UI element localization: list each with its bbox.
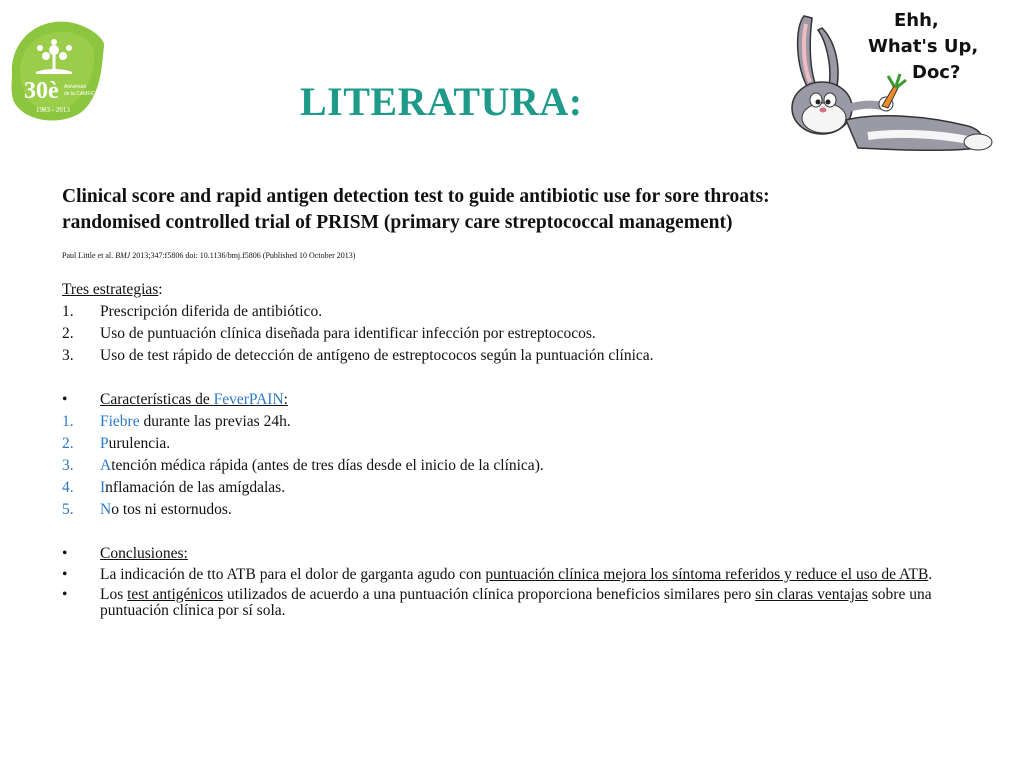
bullet: • (62, 586, 68, 603)
logo-number: 30è (24, 78, 59, 104)
item-text: o tos ni estornudos. (111, 501, 232, 518)
strategies-heading-colon: : (158, 281, 163, 298)
item-number: 2. (62, 325, 74, 342)
article-title-line-1: Clinical score and rapid antigen detection test to guide antibiotic use for sore throats: (62, 186, 770, 207)
conclusion-text-part: Los (100, 586, 128, 603)
article-title (62, 184, 882, 236)
item-text: urulencia. (108, 435, 171, 452)
item-number: 2. (62, 435, 74, 452)
item-text: Prescripción diferida de antibiótico. (100, 303, 323, 320)
feverpain-heading-text (100, 389, 288, 411)
bullet: • (62, 391, 68, 408)
item-text: Uso de test rápido de detección de antígeno de estreptococos según la puntuación clínica. (100, 347, 654, 364)
item-number: 1. (62, 303, 74, 320)
page-title: LITERATURA: (300, 79, 583, 124)
conclusion-text-part: . (281, 602, 286, 619)
citation-authors: Paul Little et al. (62, 251, 114, 260)
item-highlight: N (100, 501, 112, 518)
conclusion-underlined: puntuación clínica mejora los síntoma referidos y reduce el uso de ATB (485, 566, 929, 583)
item-highlight: P (100, 435, 109, 452)
conclusion-text-part: utilizados de acuerdo a una puntuación clínica proporciona beneficios similares pero (223, 586, 756, 603)
anniversary-logo (6, 12, 110, 124)
citation (62, 251, 355, 260)
conclusion-text (100, 587, 962, 619)
item-highlight: I (100, 479, 106, 496)
feverpain-item (62, 455, 962, 477)
item-text: tención médica rápida (antes de tres días desde el inicio de la clínica). (111, 457, 544, 474)
speech-line-2: What's Up, (868, 36, 979, 57)
feverpain-item (62, 411, 962, 433)
item-text: nflamación de las amígdalas. (105, 479, 286, 496)
item-highlight: A (100, 457, 112, 474)
conclusion-text-part: . (928, 566, 933, 583)
citation-journal: BMJ (115, 251, 131, 260)
speech-line-1: Ehh, (894, 10, 939, 31)
feverpain-item (62, 477, 962, 499)
bugs-bunny-image (778, 8, 996, 168)
feverpain-link[interactable]: FeverPAIN (213, 391, 284, 408)
item-number: 3. (62, 457, 74, 474)
strategy-item (62, 345, 962, 367)
speech-line-3: Doc? (912, 62, 961, 83)
conclusion-item (62, 567, 962, 583)
feverpain-heading-colon: : (283, 391, 288, 408)
item-text: durante las previas 24h. (139, 413, 291, 430)
strategies-heading (62, 279, 962, 301)
conclusions-heading (62, 543, 962, 565)
citation-details: 2013;347:f5806 doi: 10.1136/bmj.f5806 (Published 10 October 2013) (132, 251, 356, 260)
feverpain-item (62, 433, 962, 455)
conclusion-text (100, 567, 932, 583)
conclusion-text-part: La indicación de tto ATB para el dolor de garganta agudo con (100, 566, 486, 583)
conclusion-underlined: test antigénicos (127, 586, 224, 603)
logo-caption-2: de la CAMFiC (64, 91, 96, 97)
feverpain-item (62, 499, 962, 521)
item-number: 5. (62, 501, 74, 518)
feverpain-heading (62, 389, 962, 411)
bunny-graphic (778, 8, 996, 168)
bullet: • (62, 566, 68, 583)
item-number: 3. (62, 347, 74, 364)
conclusions-heading-text: Conclusiones: (100, 545, 188, 562)
bullet: • (62, 545, 68, 562)
slide-body (62, 279, 962, 623)
conclusion-underlined: sin claras ventajas (755, 586, 868, 603)
strategy-item (62, 323, 962, 345)
article-title-line-2: randomised controlled trial of PRISM (primary care streptococcal management) (62, 212, 733, 233)
feverpain-heading-prefix: Características de (100, 391, 214, 408)
strategies-heading-text: Tres estrategias (62, 281, 159, 298)
strategy-item (62, 301, 962, 323)
conclusion-text-part: sobre una puntuación clínica por sí sola (100, 586, 932, 619)
item-number: 4. (62, 479, 74, 496)
item-text: Uso de puntuación clínica diseñada para identificar infección por estreptococos. (100, 325, 596, 342)
conclusion-item (62, 587, 962, 619)
logo-years: 1983 - 2013 (36, 106, 70, 114)
item-highlight: Fiebre (100, 413, 140, 430)
item-number: 1. (62, 413, 74, 430)
logo-caption-1: Aniversari (64, 84, 87, 90)
